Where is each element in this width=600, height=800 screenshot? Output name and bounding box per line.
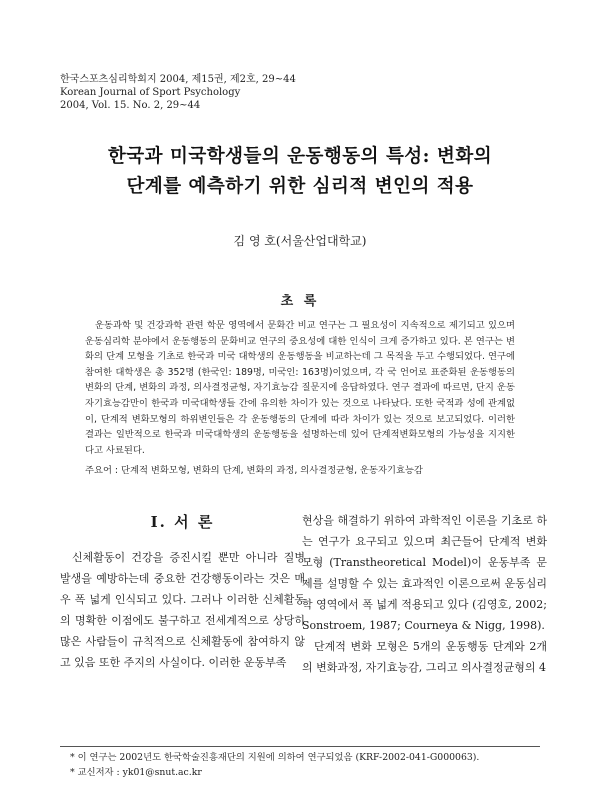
title-line-1: 한국과 미국학생들의 운동행동의 특성: 변화의: [107, 146, 493, 167]
author-line: 김 영 호(서울산업대학교): [233, 234, 367, 248]
paper-title: [40, 142, 560, 202]
footnote-funding: * 이 연구는 2002년도 한국학술진흥재단의 지원에 의하여 연구되었음 (KRF-2002-041-G000063).: [70, 752, 480, 763]
keywords-line: 주요어 : 단계적 변화모형, 변화의 단계, 변화의 과정, 의사결정균형, 운동자기효능감: [85, 465, 423, 476]
journal-info-english: Korean Journal of Sport Psychology: [60, 87, 241, 98]
footnote-divider: [60, 746, 540, 747]
intro-paragraph-1: 신체활동이 건강을 증진시킬 뿐만 아니라 질병 발생을 예방하는데 중요한 건강행동이라는 것은 매우 폭 넓게 인식되고 있다. 그러나 이러한 신체활동의 명확한 이점에도 불구하고 전세계적으로 상당히 많은 사람들이 규칙적으로 신체활동에 참여하지 않고 있음 또한 주지의 사실이다. 이러한 운동부족: [60, 551, 305, 669]
abstract-body: 운동과학 및 건강과학 관련 학문 영역에서 문화간 비교 연구는 그 필요성이 지속적으로 제기되고 있으며 운동심리학 분야에서 운동행동의 문화비교 연구의 중요성에 대한 인식이 크게 증가하고 있다. 본 연구는 변화의 단계 모형을 기초로 한국과 미국 대학생의 운동행동을 비교하는데 그 목적을 두고 수행되었다. 연구에 참여한 대학생은 총 352명 (한국인: 189명, 미국인: 163명)이었으며, 각 국 언어로 표준화된 운동행동의 변화의 단계, 변화의 과정, 의사결정균형, 자기효능감 질문지에 응답하였다. 연구 결과에 따르면, 단지 운동자기효능감만이 한국과 미국대학생들 간에 유의한 차이가 있는 것으로 나타났다. 또한 국적과 성에 관계없이, 단계적 변화모형의 하위변인들은 각 운동행동의 단계에 따라 차이가 있는 것으로 보고되었다. 이러한 결과는 일반적으로 한국과 미국대학생의 운동행동을 설명하는데 있어 단계적변화모형의 가능성을 지지한다고 사료된다.: [85, 320, 515, 456]
section-heading-introduction: I. 서 론: [150, 513, 215, 531]
journal-info: [60, 73, 296, 112]
intro-paragraph-2: 현상을 해결하기 위하여 과학적인 이론을 기초로 하는 연구가 요구되고 있으며 최근들어 단계적 변화 모형 (Transtheoretical Model)이 운동부족 문제를 설명할 수 있는 효과적인 이론으로써 운동심리학 영역에서 폭 넓게 적용되고 있다 (김영호, 2002; Sonstroem, 1987; Courneya & Nigg, 1998).: [302, 514, 547, 632]
abstract-heading: 초 록: [280, 294, 320, 309]
footnotes: [70, 750, 479, 780]
right-column: [302, 510, 547, 678]
footnote-contact: * 교신저자 : yk01@snut.ac.kr: [70, 767, 202, 778]
journal-info-korean: 한국스포츠심리학회지 2004, 제15권, 제2호, 29~44: [60, 74, 296, 85]
title-line-2: 단계를 예측하기 위한 심리적 변인의 적용: [126, 176, 474, 197]
left-column: [60, 510, 305, 673]
intro-paragraph-3: 단계적 변화 모형은 5개의 운동행동 단계와 2개의 변화과정, 자기효능감, 그리고 의사결정균형의 4: [302, 640, 547, 674]
journal-info-volume: 2004, Vol. 15. No. 2, 29~44: [60, 100, 201, 111]
